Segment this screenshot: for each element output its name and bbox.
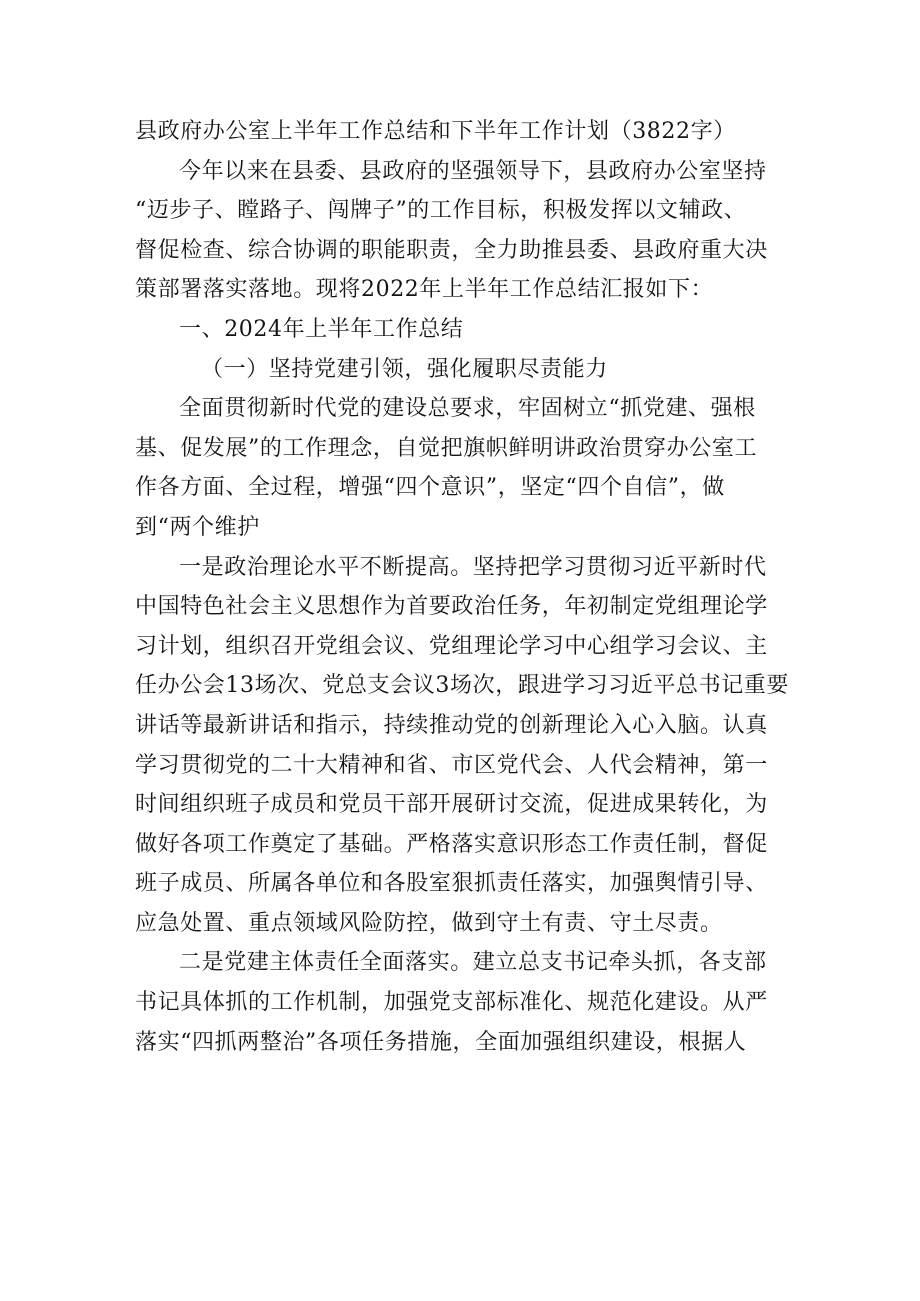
text-line: 作各方面、全过程，增强“四个意识”，坚定“四个自信”，做 [135,475,725,501]
paragraph-political-theory [135,548,800,944]
text-line: 应急处置、重点领域风险防控，做到守土有责、守土尽责。 [135,910,723,936]
text-line: 策部署落实落地。现将2022年上半年工作总结汇报如下： [135,277,714,303]
heading-line: 一、2024年上半年工作总结 [179,316,464,342]
paragraph-party-responsibility [135,943,800,1062]
text-line: 全面贯彻新时代党的建设总要求，牢固树立“抓党建、强根 [179,396,756,422]
text-line: 时间组织班子成员和党员干部开展研讨交流，促进成果转化，为 [135,792,768,818]
text-line: “迈步子、瞠路子、闯牌子”的工作目标，积极发挥以文辅政、 [135,198,747,224]
text-line: 习计划，组织召开党组会议、党组理论学习中心组学习会议、主 [135,633,768,659]
text-line: 到“两个维护 [135,514,260,540]
text-line: 学习贯彻党的二十大精神和省、市区党代会、人代会精神，第一 [135,752,768,778]
text-line: 班子成员、所属各单位和各股室狠抓责任落实，加强舆情引导、 [135,871,768,897]
text-line: 督促检查、综合协调的职能职责，全力助推县委、县政府重大决 [135,237,768,263]
text-line: 落实“四抓两整治”各项任务措施，全面加强组织建设，根据人 [135,1029,747,1055]
text-line: 今年以来在县委、县政府的坚强领导下，县政府办公室坚持 [179,158,767,184]
paragraph-intro [135,152,800,310]
subsection-heading-1 [135,350,800,390]
text-line: 任办公会13场次、党总支会议3场次，跟进学习习近平总书记重要 [135,673,789,699]
text-line: 二是党建主体责任全面落实。建立总支书记牵头抓，各支部 [179,950,767,976]
section-heading-1 [135,310,800,350]
text-line: 讲话等最新讲话和指示，持续推动党的创新理论入心入脑。认真 [135,712,768,738]
text-line: 做好各项工作奠定了基础。严格落实意识形态工作责任制，督促 [135,831,768,857]
document-title: 县政府办公室上半年工作总结和下半年工作计划（3822字） [135,119,736,144]
text-line: 中国特色社会主义思想作为首要政治任务，年初制定党组理论学 [135,594,768,620]
document-body [135,112,800,1062]
text-line: 基、促发展”的工作理念，自觉把旗帜鲜明讲政治贯穿办公室工 [135,435,758,461]
text-line: 一是政治理论水平不断提高。坚持把学习贯彻习近平新时代 [179,554,767,580]
heading-line: （一）坚持党建引领，强化履职尽责能力 [201,356,608,382]
paragraph-party-building [135,389,800,547]
text-line: 书记具体抓的工作机制，加强党支部标准化、规范化建设。从严 [135,990,768,1016]
